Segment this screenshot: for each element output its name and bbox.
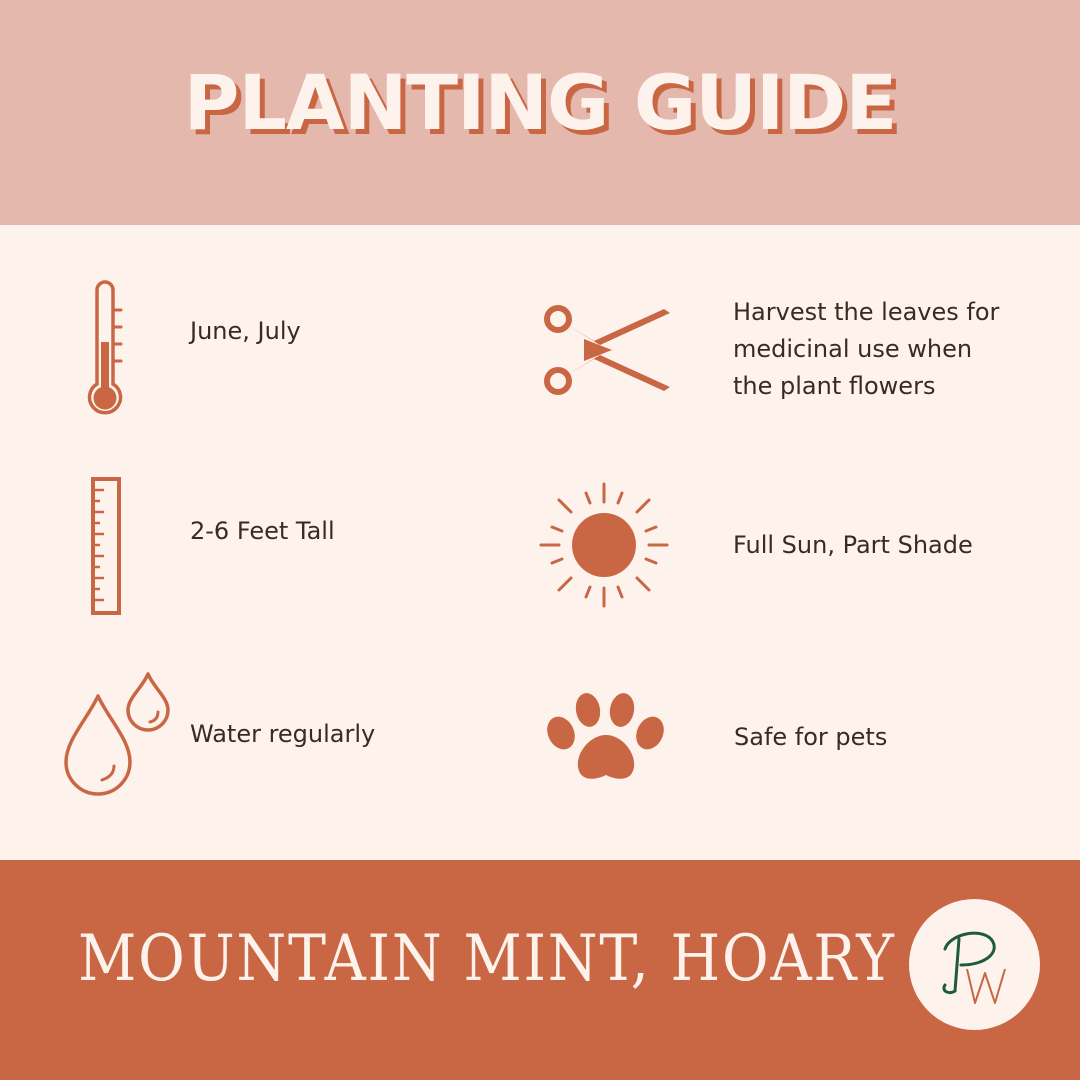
pets-label: Safe for pets <box>734 723 888 751</box>
height-label: 2-6 Feet Tall <box>190 517 335 545</box>
pw-monogram-icon <box>909 899 1040 1030</box>
sun-icon <box>539 482 669 608</box>
sun-label: Full Sun, Part Shade <box>733 531 973 559</box>
water-drops-icon <box>60 670 170 802</box>
header-banner <box>0 0 1080 225</box>
brand-logo <box>909 899 1040 1030</box>
harvest-label <box>733 294 999 405</box>
harvest-line-1: Harvest the leaves for <box>733 298 1000 326</box>
scissors-icon <box>540 305 672 395</box>
page-title: PLANTING GUIDE <box>183 58 897 147</box>
paw-icon <box>546 691 666 783</box>
footer-banner <box>0 860 1080 1080</box>
ruler-icon <box>90 477 122 615</box>
guide-grid <box>0 225 1080 860</box>
harvest-line-2: medicinal use when <box>733 335 973 363</box>
thermometer-icon <box>84 280 130 420</box>
plant-name: MOUNTAIN MINT, HOARY <box>78 922 896 996</box>
harvest-line-3: the plant flowers <box>733 372 936 400</box>
water-label: Water regularly <box>190 720 376 748</box>
bloom-time-label: June, July <box>190 317 301 345</box>
